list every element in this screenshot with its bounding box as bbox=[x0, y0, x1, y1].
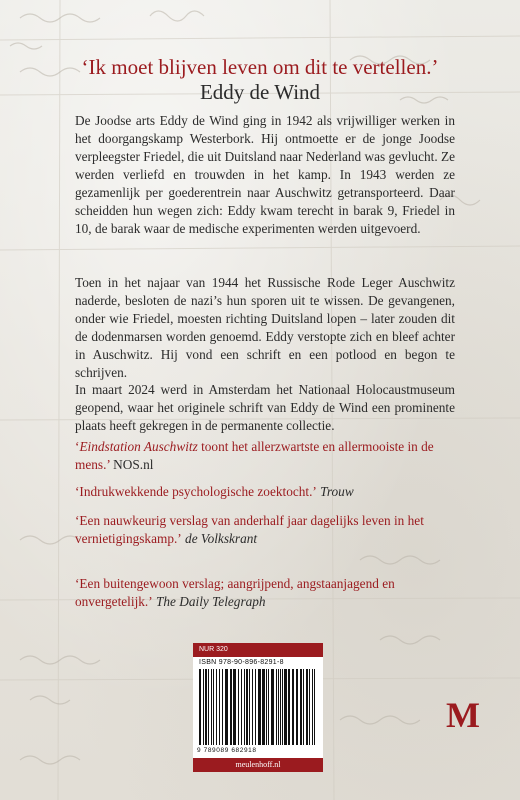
blurb-paragraph-2: Toen in het najaar van 1944 het Russische Rode Leger Auschwitz naderde, besloten de nazi’s hun sporen uit te wissen. De gevangenen, onder wie Friedel, moesten richting Duitsland lopen – later zouden dit de dodenmarsen worden genoemd. Eddy verstopte zich en bleef achter in Auschwitz. Hij vond een schrift en een potlood en begon te schrijven. bbox=[75, 275, 455, 380]
barcode-bar bbox=[268, 669, 269, 745]
publisher-logo-icon: M bbox=[446, 695, 480, 735]
blurb-paragraph-1: De Joodse arts Eddy de Wind ging in 1942 als vrijwilliger werken in het doorgangskamp Westerbork. Hij ontmoette er de jonge Joodse verpleegster Friedel, die uit Duitsland naar Nederland was gevlucht. Ze werden verliefd en trouwden in het kamp. In 1943 werden ze gezamenlijk per goederentrein naar Auschwitz getransporteerd. Daar scheidden hun wegen zich: Eddy kwam terecht in barak 9, Friedel in 10, de barak waar de medische experimenten werden uitgevoerd. bbox=[75, 113, 455, 236]
barcode-bar bbox=[225, 669, 228, 745]
barcode-bars bbox=[199, 669, 317, 745]
barcode-bar bbox=[199, 669, 201, 745]
barcode-bar bbox=[213, 669, 214, 745]
barcode-bar bbox=[244, 669, 245, 745]
barcode-bar bbox=[314, 669, 315, 745]
barcode-bar bbox=[300, 669, 302, 745]
barcode-bar bbox=[276, 669, 277, 745]
review-book-title: Eindstation Auschwitz bbox=[79, 439, 198, 454]
barcode-bar bbox=[205, 669, 207, 745]
barcode-bar bbox=[309, 669, 310, 745]
barcode-bar bbox=[252, 669, 253, 745]
barcode-bar bbox=[282, 669, 283, 745]
barcode-bar bbox=[208, 669, 209, 745]
barcode-bar bbox=[230, 669, 232, 745]
blurb-paragraph-3: In maart 2024 werd in Amsterdam het Nationaal Holocaustmuseum geopend, waar het originele schrift van Eddy de Wind een prominente plaats heeft gekregen in de permanente collectie. bbox=[75, 382, 455, 433]
review-quote-text: ‘Indrukwekkende psychologische zoektocht.’ bbox=[75, 484, 317, 499]
review-source: de Volkskrant bbox=[181, 531, 258, 546]
barcode-bar bbox=[271, 669, 274, 745]
barcode-bar bbox=[241, 669, 242, 745]
review-quote-open: ‘ bbox=[75, 439, 80, 454]
barcode-bar bbox=[296, 669, 298, 745]
barcode-bar bbox=[278, 669, 279, 745]
barcode-digits: 9 789089 682918 bbox=[197, 747, 257, 754]
barcode-bar bbox=[303, 669, 304, 745]
isbn-number: ISBN 978-90-896-8291-8 bbox=[199, 659, 284, 666]
headline-quote-author: Eddy de Wind bbox=[199, 80, 321, 104]
barcode-bar bbox=[219, 669, 220, 745]
review-quote-text: toont het allerzwartste en allermooiste in de mens.’ bbox=[75, 439, 434, 472]
review-source: NOS.nl bbox=[109, 457, 154, 472]
headline-quote: ‘Ik moet blijven leven om dit te vertellen.’ bbox=[81, 55, 439, 79]
barcode-bar bbox=[222, 669, 223, 745]
review-quote-3 bbox=[75, 512, 465, 548]
barcode-bar bbox=[203, 669, 204, 745]
barcode-bar bbox=[258, 669, 261, 745]
barcode-bar bbox=[312, 669, 313, 745]
barcode-bar bbox=[292, 669, 294, 745]
barcode-bar bbox=[306, 669, 308, 745]
review-quote-4 bbox=[75, 575, 465, 611]
publisher-url: meulenhoff.nl bbox=[193, 758, 323, 772]
barcode-block bbox=[193, 643, 323, 772]
barcode-bar bbox=[266, 669, 267, 745]
barcode-bar bbox=[233, 669, 236, 745]
barcode-bar bbox=[262, 669, 265, 745]
barcode-bar bbox=[288, 669, 290, 745]
review-quote-text: ‘Een nauwkeurig verslag van anderhalf jaar dagelijks leven in het vernietigingskamp.’ bbox=[75, 513, 424, 546]
review-quote-text: ‘Een buitengewoon verslag; aangrijpend, angstaanjagend en onvergetelijk.’ bbox=[75, 576, 395, 609]
barcode-bar bbox=[280, 669, 281, 745]
barcode-bar bbox=[238, 669, 239, 745]
review-source: The Daily Telegraph bbox=[152, 594, 266, 609]
review-quote-2 bbox=[75, 483, 465, 501]
review-source: Trouw bbox=[316, 484, 354, 499]
nur-code: NUR 320 bbox=[193, 643, 323, 657]
barcode-area bbox=[193, 657, 323, 758]
barcode-bar bbox=[284, 669, 287, 745]
barcode-bar bbox=[211, 669, 212, 745]
barcode-bar bbox=[249, 669, 250, 745]
review-quote-1 bbox=[75, 438, 465, 474]
barcode-bar bbox=[216, 669, 217, 745]
barcode-bar bbox=[255, 669, 256, 745]
barcode-bar bbox=[246, 669, 248, 745]
